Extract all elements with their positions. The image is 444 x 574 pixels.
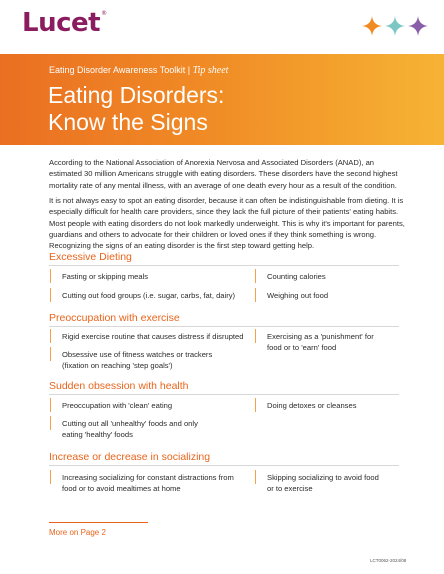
section-title-excessive-dieting: Excessive Dieting — [49, 251, 132, 263]
page-title-line2: Know the Signs — [48, 109, 208, 135]
section-title-socializing: Increase or decrease in socializing — [49, 451, 211, 463]
section-title-health: Sudden obsession with health — [49, 380, 189, 392]
sign-item: Cutting out food groups (i.e. sugar, carbs, fat, dairy) — [50, 290, 250, 301]
section-divider — [49, 394, 399, 395]
orange-star-icon — [362, 16, 382, 36]
lucet-logo: Lucet® — [22, 8, 107, 38]
intro-paragraph-1: According to the National Association of Anorexia Nervosa and Associated Disorders (ANAD), an estimated 30 million Americans struggle with eating disorders. These disorders have the second highest mortality rate of any mental illness, with an average of one death every hour as a result of the condition. — [49, 158, 398, 190]
section-title-exercise: Preoccupation with exercise — [49, 312, 180, 324]
sign-item: Preoccupation with 'clean' eating — [50, 400, 250, 411]
sign-item: Obsessive use of fitness watches or trackers (fixation on reaching 'step goals') — [50, 349, 215, 372]
sign-item: Doing detoxes or cleanses — [255, 400, 405, 411]
section-divider — [49, 326, 399, 327]
sign-item: Increasing socializing for constant distractions from food or to avoid mealtimes at home — [50, 472, 245, 495]
sign-item: Cutting out all 'unhealthy' foods and only eating 'healthy' foods — [50, 418, 215, 441]
sign-item: Rigid exercise routine that causes distress if disrupted — [50, 331, 250, 342]
document-code: LCT0062-2024/08 — [370, 558, 407, 563]
toolkit-subtitle: Eating Disorder Awareness Toolkit | Tip sheet — [49, 65, 229, 76]
page-title-line1: Eating Disorders: — [48, 82, 225, 108]
intro-paragraph-2: It is not always easy to spot an eating disorder, because it can often be indistinguishable from dieting. It is especially difficult for health care providers, since they lack the full picture of their patients' eating habits. Most people with eating disorders do not look markedly underweight. This is why it's important for parents, guardians and others to advocate for their children or loved ones if they think something is wrong. Recognizing the signs of an eating disorder is the first step toward getting help. — [49, 196, 405, 251]
sign-item: Counting calories — [255, 271, 405, 282]
more-on-page-2-link[interactable]: More on Page 2 — [49, 528, 106, 537]
title-banner — [0, 54, 444, 145]
sign-item: Weighing out food — [255, 290, 405, 301]
teal-star-icon — [385, 16, 405, 36]
section-divider — [49, 465, 399, 466]
more-divider — [49, 522, 148, 523]
sign-item: Fasting or skipping meals — [50, 271, 250, 282]
sign-item: Skipping socializing to avoid food or to exercise — [255, 472, 385, 495]
purple-star-icon — [408, 16, 428, 36]
sign-item: Exercising as a 'punishment' for food or to 'earn' food — [255, 331, 385, 354]
page-header — [0, 0, 444, 54]
section-divider — [49, 265, 399, 266]
sparkle-stars-icon — [362, 14, 432, 38]
